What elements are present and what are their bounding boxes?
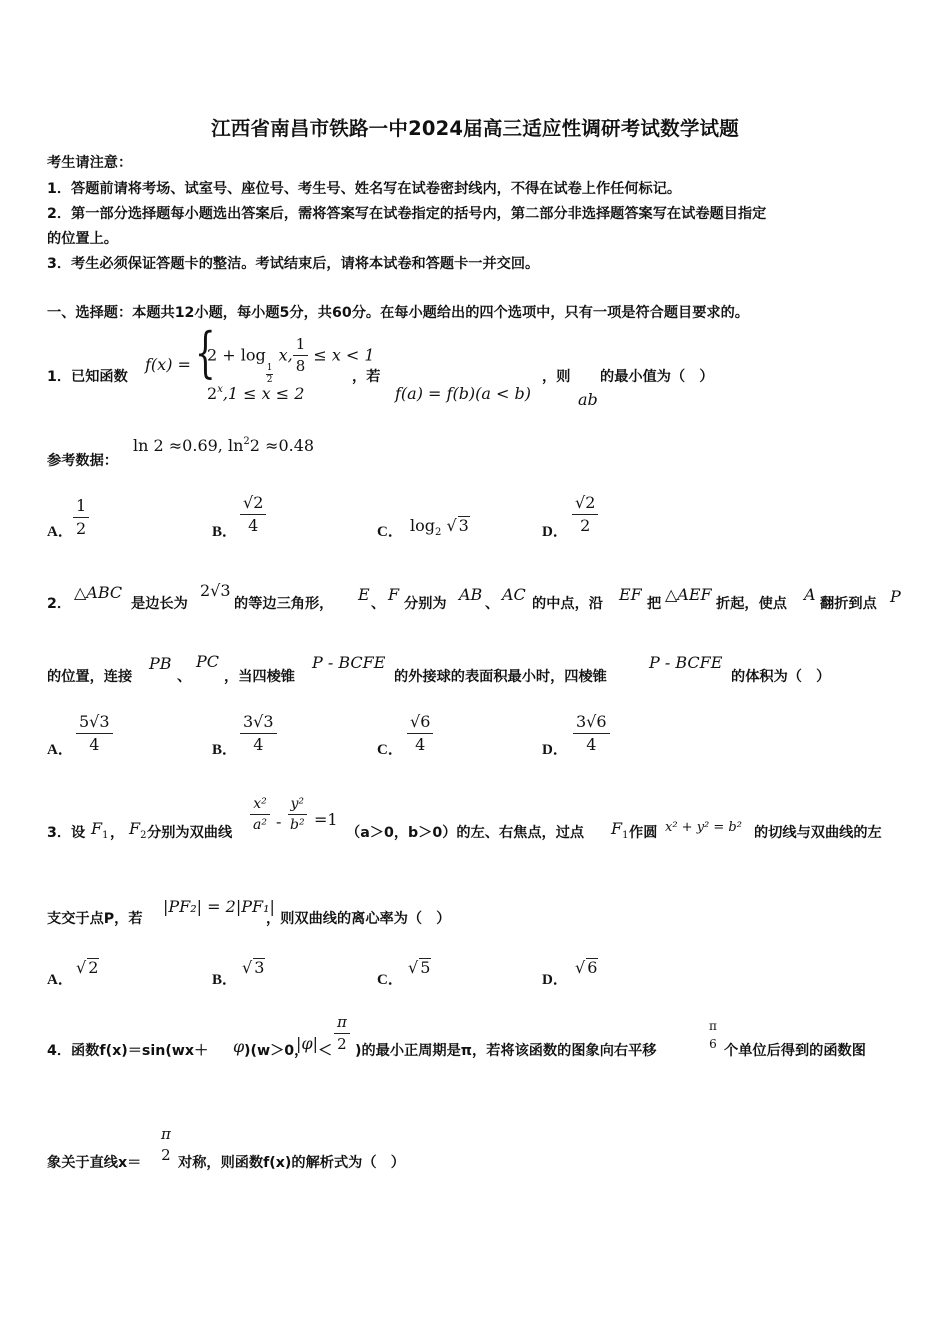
q4-line2-a: 象关于直线x＝ [47, 1155, 142, 1171]
q1-option-d[interactable]: $\frac{√2}{2}$ [572, 494, 598, 536]
q3-hyperbola-x: $\frac{\text{x²}}{\text{a²}}$ [250, 796, 270, 833]
q2-text-2: 的等边三角形， [234, 596, 334, 612]
q2-segment-pc: PC [196, 652, 220, 671]
q2-option-d-label: D． [542, 742, 568, 758]
q4-line1-b: )(w＞0， [244, 1043, 309, 1059]
q2-option-a[interactable]: $\frac{5√3}{4}$ [76, 713, 113, 755]
q2-point-a: A [804, 585, 816, 604]
q4-pi-over-2: $\frac{\pi}{2}$ [334, 1014, 350, 1054]
q2-text-7: 翻折到点 [820, 596, 877, 612]
q1-ref-label: 参考数据： [47, 453, 118, 469]
q2-text-4: 的中点，沿 [532, 596, 603, 612]
q1-option-c[interactable]: $\log_2$ √ 3 [410, 516, 469, 538]
q3-text-1: 分别为双曲线 [147, 825, 233, 841]
q3-option-c-label: C． [377, 972, 403, 988]
q2-option-c[interactable]: $\frac{√6}{4}$ [407, 713, 433, 755]
q1-tail: 的最小值为（ ） [600, 369, 714, 385]
q4-lt: ＜ [318, 1043, 333, 1059]
q3-f2: $F_2$ [129, 819, 147, 841]
q3-text-2: 作圆 [629, 825, 658, 841]
notice-heading: 考生请注意： [47, 155, 133, 171]
q1-case2: $2^x,1 \le x \le 2$ [207, 384, 305, 403]
page-title: 江西省南昌市铁路一中2024届高三适应性调研考试数学试题 [211, 117, 739, 140]
q3-option-b[interactable]: √ 3 [242, 958, 265, 977]
notice-item-1: 1．答题前请将考场、试室号、座位号、考生号、姓名写在试卷密封线内，不得在试卷上作任何标记。 [47, 181, 682, 197]
q2-dun-1: 、 [371, 596, 386, 612]
q2-number: 2． [47, 596, 72, 612]
q4-line1-c: )的最小正周期是π，若将该函数的图象向右平移 [355, 1043, 657, 1059]
q4-pi-over-2-b: π 2 [161, 1125, 171, 1165]
q1-option-a[interactable]: $\frac{1}{2}$ [73, 497, 89, 539]
q2-text-3: 分别为 [404, 596, 447, 612]
q2-option-d[interactable]: $\frac{3√6}{4}$ [573, 713, 610, 755]
q2-pyramid-1: P - BCFE [312, 653, 386, 672]
q2-pyramid-2: P - BCFE [649, 653, 723, 672]
q2-option-c-label: C． [377, 742, 403, 758]
q3-minus: - [276, 812, 282, 831]
q4-phi: φ [233, 1037, 245, 1056]
q2-text-6: 折起，使点 [716, 596, 787, 612]
q2-option-b[interactable]: $\frac{3√3}{4}$ [240, 713, 277, 755]
q1-option-b-label: B． [212, 524, 238, 540]
notice-item-2-cont: 的位置上。 [47, 231, 118, 247]
q2-line2-a: 的位置，连接 [47, 669, 133, 685]
q3-option-a-label: A． [47, 972, 73, 988]
q3-f1: $F_1$ [91, 819, 109, 841]
q2-dun-2: 、 [485, 596, 500, 612]
q3-eq1: =1 [314, 810, 338, 829]
q1-option-a-label: A． [47, 524, 73, 540]
q4-line1-a: 4．函数f(x)＝sin(wx＋ [47, 1043, 209, 1059]
q1-brace: { [195, 321, 216, 384]
notice-item-3: 3．考生必须保证答题卡的整洁。考试结束后，请将本试卷和答题卡一并交回。 [47, 256, 540, 272]
q4-line1-d: 个单位后得到的函数图 [724, 1043, 866, 1059]
q1-ze: ，则 [542, 369, 571, 385]
q3-f1b: $F_1$ [611, 819, 629, 841]
q1-condition: f(a) = f(b)(a < b) [395, 384, 532, 403]
q3-condition: （a＞0，b＞0）的左、右焦点，过点 [346, 825, 585, 841]
q2-point-f: F [388, 585, 400, 604]
q3-option-c[interactable]: √ 5 [408, 958, 431, 977]
q2-segment-ab: AB [459, 585, 483, 604]
q2-line2-c: 的外接球的表面积最小时，四棱锥 [394, 669, 607, 685]
q2-segment-pb: PB [149, 654, 172, 673]
q1-ab: ab [578, 390, 598, 409]
q3-option-d-label: D． [542, 972, 568, 988]
q2-line2-d: 的体积为（ ） [731, 669, 831, 685]
q3-comma: ， [110, 825, 125, 841]
q3-number: 3．设 [47, 825, 86, 841]
q1-fx: f(x) = [145, 355, 191, 374]
q3-hyperbola-y: $\frac{\text{y²}}{\text{b²}}$ [287, 796, 308, 833]
q4-abs-phi: |φ| [296, 1034, 318, 1053]
section-heading: 一、选择题：本题共12小题，每小题5分，共60分。在每小题给出的四个选项中，只有一项是符合题目要求的。 [47, 305, 749, 321]
q2-triangle-aef: △AEF [665, 585, 712, 604]
q2-triangle-abc: △ABC [74, 583, 123, 602]
q2-point-p: P [890, 587, 901, 606]
q2-text-1: 是边长为 [131, 596, 188, 612]
q1-lead: 1．已知函数 [47, 369, 128, 385]
q3-text-3: 的切线与双曲线的左 [754, 825, 882, 841]
q2-side-length: 2√3 [200, 581, 231, 600]
q1-ref-data: ln 2 ≈0.69, $\ln^22 \approx 0.48$ [133, 436, 315, 455]
q1-option-d-label: D． [542, 524, 568, 540]
q3-line2-b: ，则双曲线的离心率为（ ） [266, 911, 451, 927]
q1-option-b[interactable]: $\frac{√2}{4}$ [240, 494, 266, 536]
q3-circle: x² + y² = b² [665, 820, 742, 835]
q3-option-d[interactable]: √ 6 [575, 958, 598, 977]
q3-option-a[interactable]: √ 2 [76, 958, 99, 977]
q3-relation: |PF₂| = 2|PF₁| [163, 897, 275, 916]
q2-text-5: 把 [647, 596, 662, 612]
q2-option-b-label: B． [212, 742, 238, 758]
q1-option-c-label: C． [377, 524, 403, 540]
notice-item-2: 2．第一部分选择题每小题选出答案后，需将答案写在试卷指定的括号内，第二部分非选择题答案写在试卷题目指定 [47, 206, 767, 222]
q4-pi-over-6: π 6 [709, 1019, 717, 1051]
q1-case1: 2 + log $\frac{1}{2}$ x, $\frac{1}{8}$ ≤ x < 1 [207, 335, 375, 385]
q1-ruo: ，若 [352, 369, 381, 385]
q3-option-b-label: B． [212, 972, 238, 988]
q2-segment-ac: AC [502, 585, 526, 604]
q2-line2-b: ，当四棱锥 [224, 669, 295, 685]
q3-line2-a: 支交于点P，若 [47, 911, 143, 927]
q2-dun-3: 、 [177, 669, 192, 685]
q2-segment-ef: EF [619, 585, 642, 604]
q2-option-a-label: A． [47, 742, 73, 758]
q4-line2-b: 对称，则函数f(x)的解析式为（ ） [178, 1155, 405, 1171]
q2-point-e: E [358, 585, 370, 604]
